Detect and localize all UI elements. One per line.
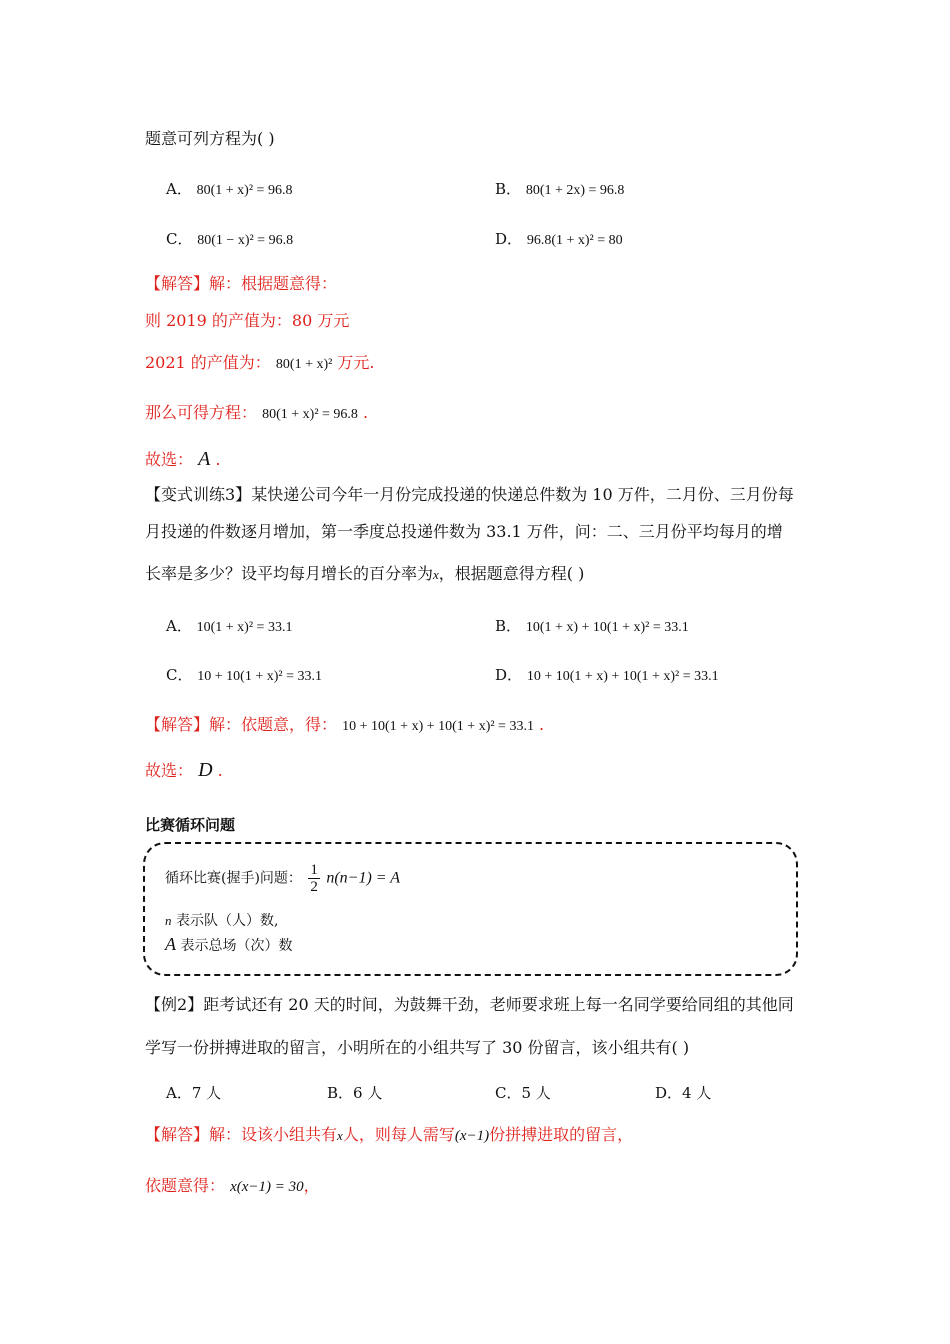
- q3-option-d[interactable]: D．4 人: [655, 1084, 712, 1102]
- option-formula: 80(1 + x)² = 96.8: [196, 183, 293, 198]
- answer-text: .: [539, 715, 545, 734]
- question-tag: 【变式训练3】: [145, 485, 252, 504]
- formula-box: [143, 842, 798, 976]
- option-label: A．: [166, 617, 192, 635]
- answer-tag: 【解答】: [145, 274, 210, 293]
- option-label: B．: [495, 180, 522, 198]
- box-var: A: [165, 934, 176, 954]
- question-text: ，根据题意得方程( ): [438, 564, 585, 583]
- answer-letter: D: [198, 759, 213, 781]
- box-text: 表示总场（次）数: [180, 938, 293, 954]
- q2-option-b[interactable]: [495, 615, 689, 639]
- answer-formula: x(x−1) = 30: [230, 1179, 304, 1195]
- answer-text: ，: [303, 1176, 320, 1195]
- answer-var: x: [337, 1128, 343, 1143]
- q2-option-d[interactable]: [495, 664, 719, 688]
- answer-letter: A: [198, 448, 211, 470]
- option-formula: 10 + 10(1 + x) + 10(1 + x)² = 33.1: [526, 669, 719, 684]
- answer-text: 解：根据题意得：: [209, 274, 338, 293]
- answer-formula: (x−1): [454, 1128, 490, 1144]
- q3-answer-line2: [145, 1175, 320, 1198]
- box-text: 表示队（人）数,: [175, 913, 279, 929]
- answer-text: 故选：: [145, 450, 194, 469]
- option-label: D．: [495, 666, 523, 684]
- option-label: C．: [166, 666, 193, 684]
- q3-line2: 学写一份拼搏进取的留言，小明所在的小组共写了 30 份留言，该小组共有( ): [145, 1038, 690, 1057]
- box-text: 循环比赛(握手)问题：: [165, 870, 302, 887]
- option-formula: 96.8(1 + x)² = 80: [526, 233, 623, 248]
- option-label: D．: [495, 230, 523, 248]
- q1-answer-choice: [145, 448, 221, 471]
- answer-text: .: [363, 403, 369, 422]
- option-formula: 10(1 + x) + 10(1 + x)² = 33.1: [525, 620, 689, 635]
- q1-option-d[interactable]: [495, 228, 623, 252]
- q2-option-a[interactable]: [166, 615, 292, 639]
- option-formula: 10(1 + x)² = 33.1: [196, 620, 293, 635]
- answer-text: 故选：: [145, 761, 194, 780]
- option-formula: 10 + 10(1 + x)² = 33.1: [197, 669, 322, 684]
- box-formula: n(n−1) = A: [326, 869, 401, 887]
- option-formula: 80(1 + 2x) = 96.8: [525, 183, 625, 198]
- q2-line2: 月投递的件数逐月增加，第一季度总投递件数为 33.1 万件，问：二、三月份平均每月的增: [145, 522, 783, 541]
- answer-tag: 【解答】: [145, 1125, 210, 1144]
- box-line2: [165, 910, 278, 930]
- answer-text: 人，则每人需写: [342, 1125, 455, 1144]
- q3-option-a[interactable]: A．7 人: [166, 1084, 222, 1102]
- box-var: n: [165, 913, 172, 928]
- q2-option-c[interactable]: [166, 664, 322, 688]
- answer-formula: 80(1 + x)² = 96.8: [262, 407, 358, 422]
- q2-answer-line: [145, 714, 544, 738]
- answer-tag: 【解答】: [145, 715, 210, 734]
- option-label: C．: [166, 230, 193, 248]
- q1-stem: 题意可列方程为( ): [145, 129, 275, 148]
- fraction-numerator: 1: [310, 862, 318, 878]
- answer-text: .: [217, 761, 223, 780]
- q3-option-c[interactable]: C．5 人: [495, 1084, 551, 1102]
- question-text: 某快递公司今年一月份完成投递的快递总件数为 10 万件，二月份、三月份每: [251, 485, 794, 504]
- q2-answer-choice: [145, 759, 223, 782]
- answer-text: .: [215, 450, 221, 469]
- fraction: [308, 862, 320, 895]
- answer-text: 万元.: [337, 353, 375, 372]
- question-tag: 【例2】: [145, 995, 204, 1014]
- q1-answer-line3: [145, 352, 375, 376]
- question-text: 距考试还有 20 天的时间，为鼓舞干劲，老师要求班上每一名同学要给同组的其他同: [203, 995, 794, 1014]
- answer-text: 解：设该小组共有: [209, 1125, 338, 1144]
- answer-text: 份拼搏进取的留言，: [489, 1125, 634, 1144]
- q3-answer-line1: [145, 1124, 633, 1147]
- q1-option-c[interactable]: [166, 228, 293, 252]
- answer-text: 那么可得方程：: [145, 403, 258, 422]
- q2-line3: [145, 563, 584, 586]
- answer-text: 解：依题意，得：: [209, 715, 338, 734]
- answer-formula: 10 + 10(1 + x) + 10(1 + x)² = 33.1: [342, 719, 534, 734]
- answer-formula: 80(1 + x)²: [275, 357, 333, 372]
- q1-option-a[interactable]: [166, 178, 292, 202]
- q1-answer-line4: [145, 402, 368, 426]
- box-line3: [165, 934, 292, 955]
- option-formula: 80(1 − x)² = 96.8: [197, 233, 294, 248]
- q1-answer-line1: [145, 273, 337, 295]
- answer-text: 2021 的产值为：: [145, 353, 271, 372]
- answer-text: 依题意得：: [145, 1176, 226, 1195]
- q1-answer-line2: 则 2019 的产值为：80 万元: [145, 311, 350, 330]
- option-label: A．: [166, 180, 192, 198]
- q3-line1: [145, 994, 794, 1016]
- question-var: x: [433, 567, 439, 582]
- q2-line1: [145, 484, 794, 506]
- q3-option-b[interactable]: B．6 人: [327, 1084, 383, 1102]
- fraction-denominator: 2: [310, 879, 318, 895]
- question-text: 长率是多少？设平均每月增长的百分率为: [145, 564, 434, 583]
- q1-option-b[interactable]: [495, 178, 624, 202]
- option-label: B．: [495, 617, 522, 635]
- section-title: 比赛循环问题: [145, 816, 236, 834]
- box-line1: [165, 862, 400, 895]
